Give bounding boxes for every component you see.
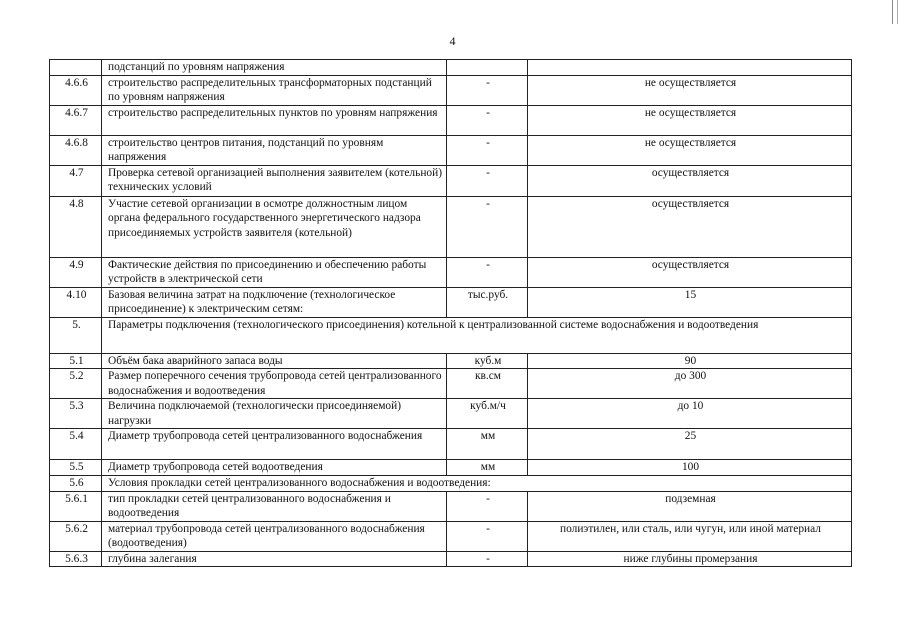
value-cell: полиэтилен, или сталь, или чугун, или иной материал <box>528 521 852 551</box>
row-number-cell: 4.10 <box>50 287 102 317</box>
unit-cell: - <box>447 491 528 521</box>
value-cell: подземная <box>528 491 852 521</box>
row-number-cell: 5.6.1 <box>50 491 102 521</box>
value-cell: осуществляется <box>528 196 852 257</box>
table-row <box>50 491 852 521</box>
table-row <box>50 196 852 257</box>
unit-cell: - <box>447 551 528 567</box>
table-row <box>50 165 852 196</box>
value-cell <box>528 60 852 76</box>
table-row <box>50 399 852 429</box>
description-cell: Размер поперечного сечения трубопровода сетей централизованного водоснабжения и водоотведения <box>102 369 447 399</box>
unit-cell: мм <box>447 460 528 476</box>
unit-cell: - <box>447 521 528 551</box>
unit-cell <box>447 60 528 76</box>
description-cell: Диаметр трубопровода сетей централизованного водоснабжения <box>102 429 447 460</box>
value-cell: 25 <box>528 429 852 460</box>
row-number-cell: 5.2 <box>50 369 102 399</box>
description-cell: подстанций по уровням напряжения <box>102 60 447 76</box>
description-cell: строительство распределительных пунктов по уровням напряжения <box>102 105 447 135</box>
description-cell: Объём бака аварийного запаса воды <box>102 353 447 369</box>
row-number-cell: 4.7 <box>50 165 102 196</box>
section-title-cell: Параметры подключения (технологического присоединения) котельной к централизованной системе водоснабжения и водоотведения <box>102 317 852 353</box>
parameters-table <box>49 59 852 567</box>
table-row <box>50 75 852 105</box>
unit-cell: - <box>447 196 528 257</box>
table-row <box>50 135 852 165</box>
description-cell: Базовая величина затрат на подключение (технологическое присоединение) к электрическим сетям: <box>102 287 447 317</box>
row-number-cell: 5.6 <box>50 475 102 491</box>
row-number-cell: 5.4 <box>50 429 102 460</box>
unit-cell: кв.см <box>447 369 528 399</box>
description-cell: строительство центров питания, подстанций по уровням напряжения <box>102 135 447 165</box>
table-row <box>50 521 852 551</box>
unit-cell: - <box>447 165 528 196</box>
row-number-cell: 5.3 <box>50 399 102 429</box>
description-cell: Величина подключаемой (технологически присоединяемой) нагрузки <box>102 399 447 429</box>
scan-edge-mark <box>892 0 898 24</box>
description-cell: глубина залегания <box>102 551 447 567</box>
table-row <box>50 317 852 353</box>
section-title-cell: Условия прокладки сетей централизованного водоснабжения и водоотведения: <box>102 475 852 491</box>
table-row <box>50 105 852 135</box>
description-cell: Проверка сетевой организацией выполнения заявителем (котельной) технических условий <box>102 165 447 196</box>
table-row <box>50 60 852 76</box>
value-cell: ниже глубины промерзания <box>528 551 852 567</box>
description-cell: Фактические действия по присоединению и обеспечению работы устройств в электрической сети <box>102 257 447 287</box>
unit-cell: - <box>447 105 528 135</box>
unit-cell: тыс.руб. <box>447 287 528 317</box>
value-cell: не осуществляется <box>528 75 852 105</box>
description-cell: Участие сетевой организации в осмотре должностным лицом органа федерального государственного энергетического надзора присоединяемых устройств заявителя (котельной) <box>102 196 447 257</box>
description-cell: материал трубопровода сетей централизованного водоснабжения (водоотведения) <box>102 521 447 551</box>
unit-cell: куб.м/ч <box>447 399 528 429</box>
table-row <box>50 287 852 317</box>
table-row <box>50 475 852 491</box>
unit-cell: - <box>447 75 528 105</box>
value-cell: 15 <box>528 287 852 317</box>
value-cell: до 10 <box>528 399 852 429</box>
unit-cell: мм <box>447 429 528 460</box>
row-number-cell: 4.6.8 <box>50 135 102 165</box>
description-cell: Диаметр трубопровода сетей водоотведения <box>102 460 447 476</box>
table-row <box>50 551 852 567</box>
row-number-cell: 4.6.6 <box>50 75 102 105</box>
row-number-cell: 5.5 <box>50 460 102 476</box>
table-body <box>50 60 852 567</box>
unit-cell: - <box>447 135 528 165</box>
value-cell: 100 <box>528 460 852 476</box>
value-cell: не осуществляется <box>528 105 852 135</box>
unit-cell: - <box>447 257 528 287</box>
value-cell: не осуществляется <box>528 135 852 165</box>
description-cell: строительство распределительных трансформаторных подстанций по уровням напряжения <box>102 75 447 105</box>
row-number-cell: 5.1 <box>50 353 102 369</box>
row-number-cell: 4.9 <box>50 257 102 287</box>
unit-cell: куб.м <box>447 353 528 369</box>
value-cell: осуществляется <box>528 165 852 196</box>
value-cell: осуществляется <box>528 257 852 287</box>
table-row <box>50 369 852 399</box>
row-number-cell: 4.8 <box>50 196 102 257</box>
table-row <box>50 353 852 369</box>
table-row <box>50 257 852 287</box>
row-number-cell: 5. <box>50 317 102 353</box>
row-number-cell: 4.6.7 <box>50 105 102 135</box>
page-number: 4 <box>449 34 456 48</box>
value-cell: 90 <box>528 353 852 369</box>
table-row <box>50 429 852 460</box>
row-number-cell: 5.6.2 <box>50 521 102 551</box>
row-number-cell <box>50 60 102 76</box>
table-row <box>50 460 852 476</box>
row-number-cell: 5.6.3 <box>50 551 102 567</box>
value-cell: до 300 <box>528 369 852 399</box>
description-cell: тип прокладки сетей централизованного водоснабжения и водоотведения <box>102 491 447 521</box>
